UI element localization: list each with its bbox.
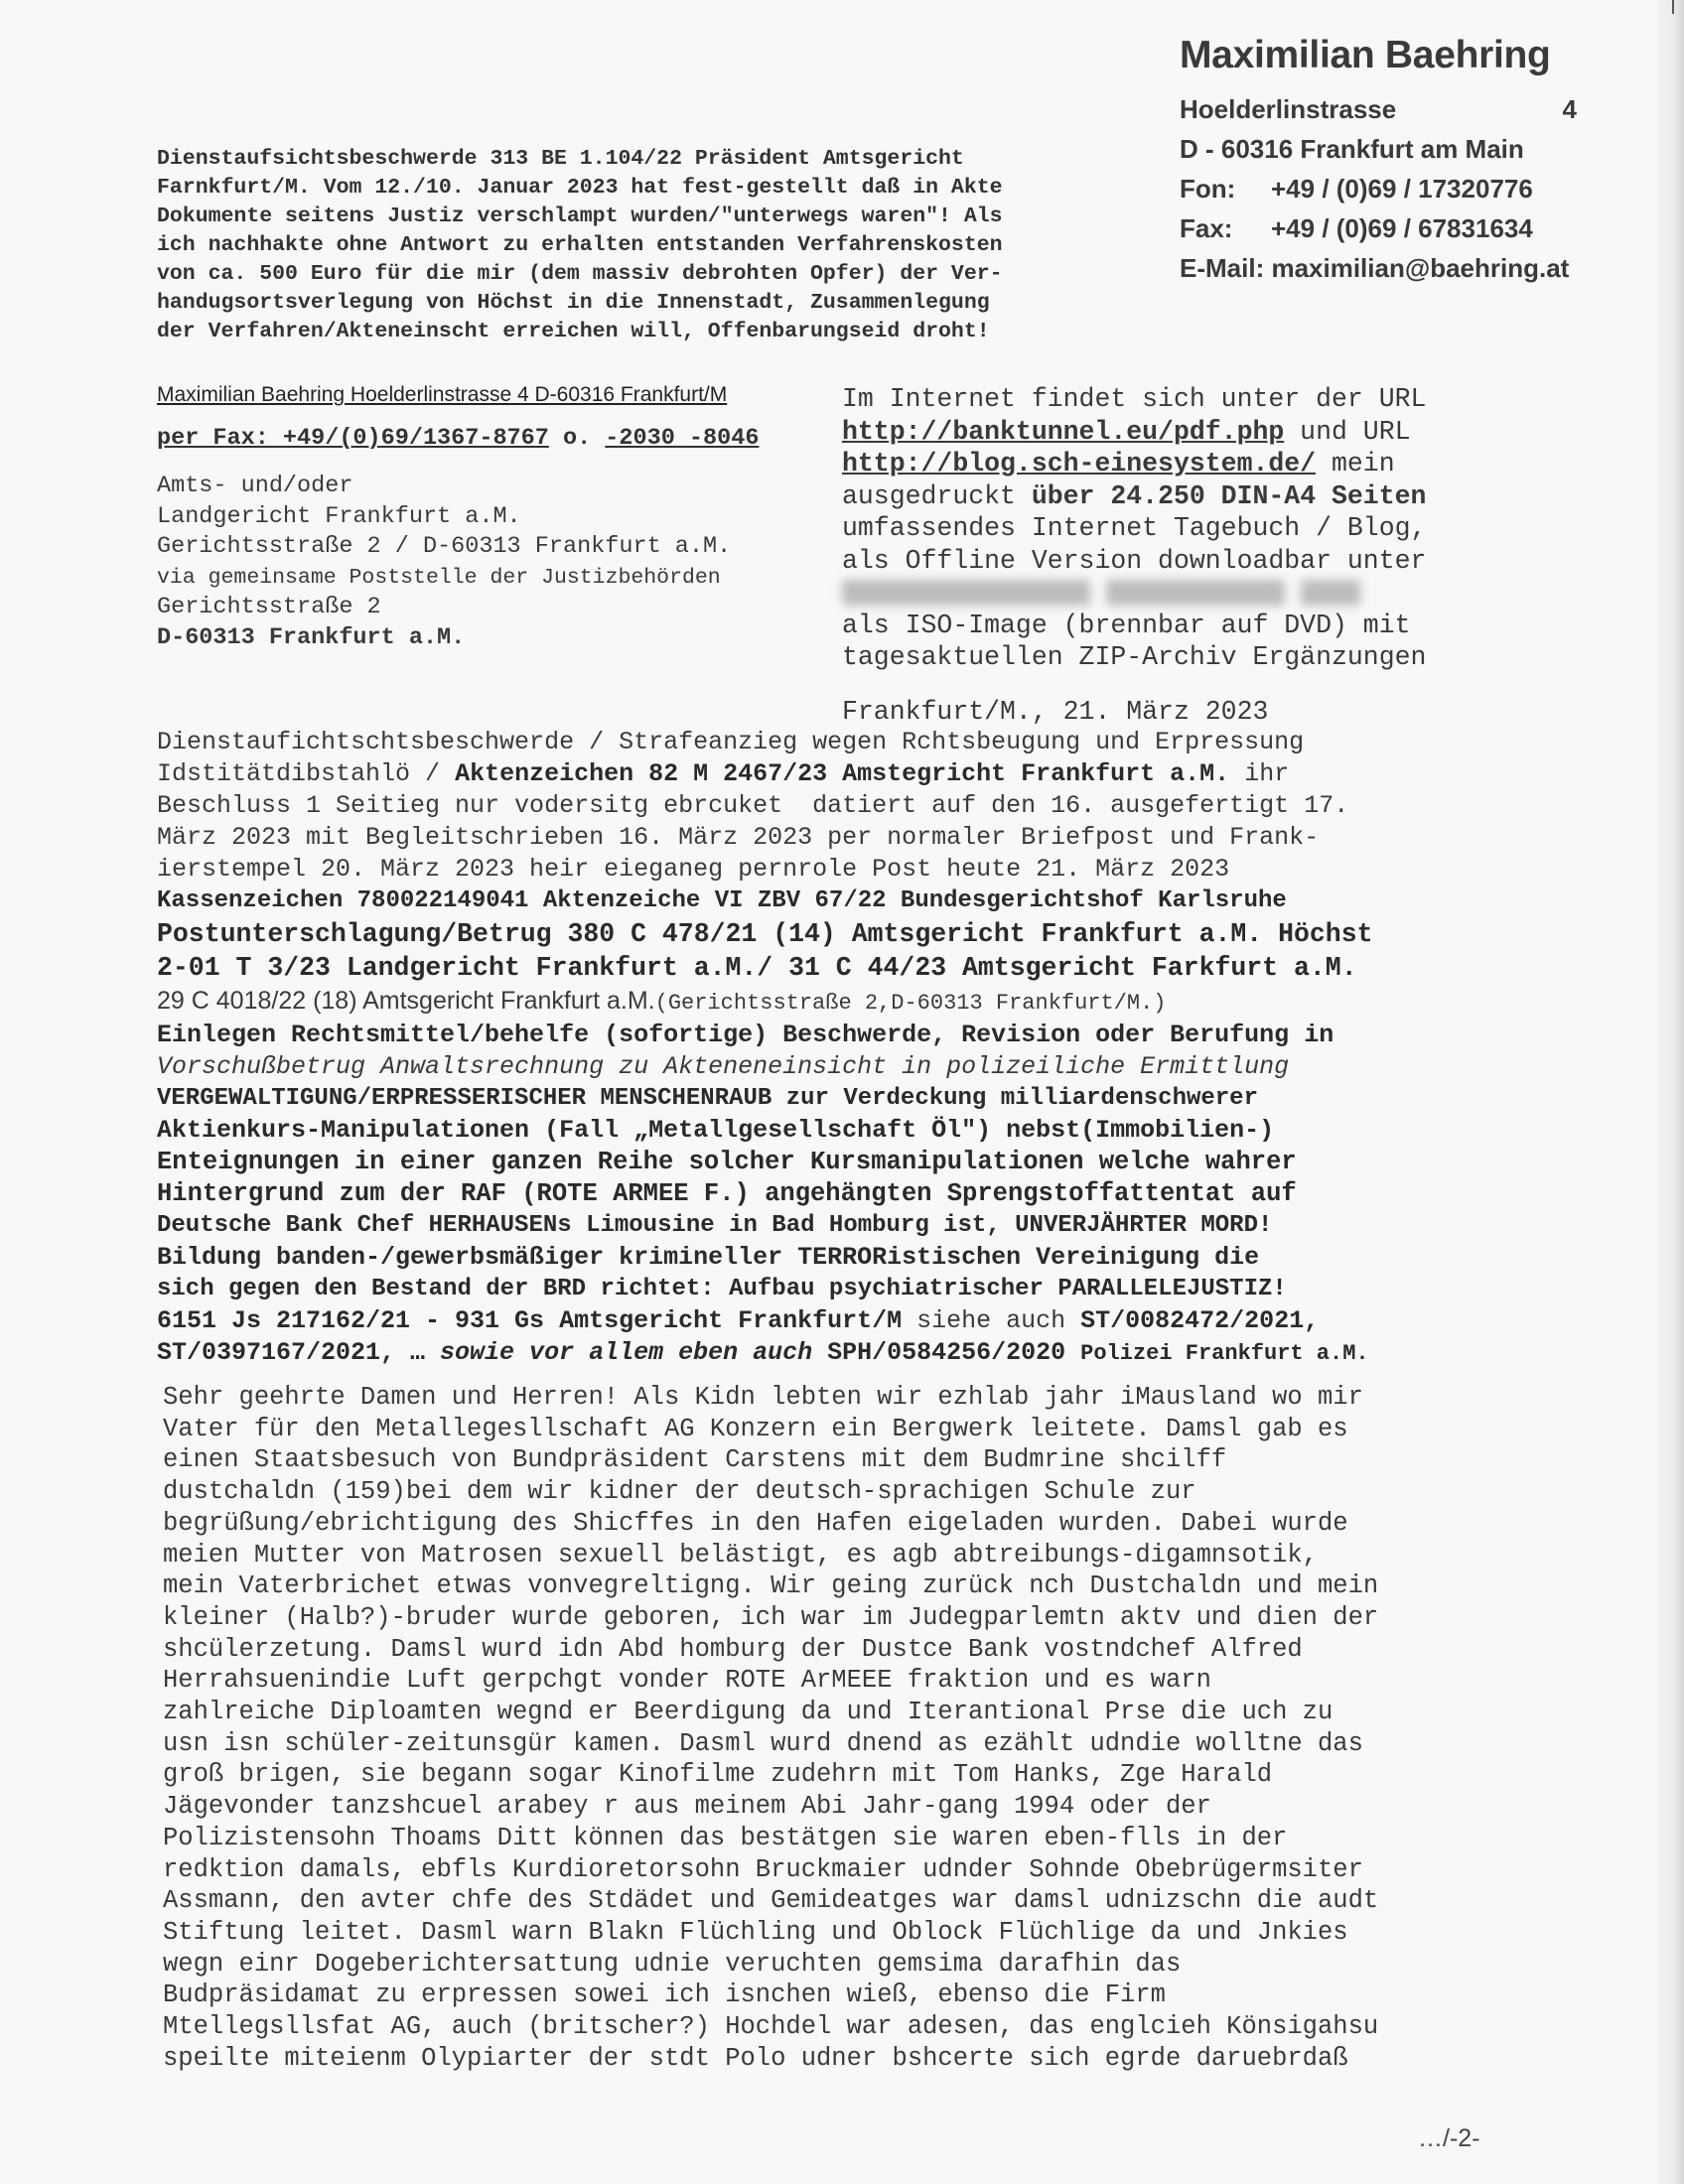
ref-line: ierstempel 20. März 2023 heir eieganeg pernrole Post heute 21. März 2023 bbox=[157, 855, 1230, 884]
fax-line bbox=[157, 425, 812, 452]
sender-street: Hoelderlinstrasse bbox=[1180, 94, 1397, 124]
sender-phone: +49 / (0)69 / 17320776 bbox=[1271, 174, 1533, 204]
ref-line: Einlegen Rechtsmittel/behelfe (sofortige) Beschwerde, Revision oder Berufung in bbox=[157, 1021, 1334, 1049]
sender-fax: +49 / (0)69 / 67831634 bbox=[1271, 213, 1533, 243]
page-count: über 24.250 DIN-A4 Seiten bbox=[1031, 480, 1427, 511]
ref-line: Vorschußbetrug Anwaltsrechnung zu Akteneneinsicht in polizeiliche Ermittlung bbox=[157, 1052, 1290, 1081]
body-line: mein Vaterbrichet etwas vonvegreltigng. Wir geing zurück nch Dustchaldn und mein bbox=[163, 1571, 1379, 1601]
url-blog-link[interactable]: http://blog.sch-einesystem.de/ bbox=[842, 449, 1317, 478]
page-continuation-marker: …/-2- bbox=[1418, 2124, 1480, 2152]
url-banktunnel-link[interactable]: http://banktunnel.eu/pdf.php bbox=[842, 416, 1285, 447]
sender-street-row bbox=[1180, 89, 1577, 129]
body-line: Jägevonder tanzshcuel arabey r aus meinem Abi Jahr-gang 1994 oder der bbox=[163, 1792, 1211, 1822]
info-line: tagesaktuellen ZIP-Archiv Ergänzungen bbox=[842, 642, 1427, 672]
fax-number: per Fax: +49/(0)69/1367-8767 bbox=[157, 425, 549, 452]
body-line: Vater für den Metallegesllschaft AG Konzern ein Bergwerk leitete. Damsl gab es bbox=[163, 1414, 1348, 1443]
recipient-line: Amts- und/oder bbox=[157, 473, 353, 499]
ref-text: Idstitätdibstahlö / bbox=[157, 759, 456, 788]
top-note-line: von ca. 500 Euro für die mir (dem massiv debrohten Opfer) der Ver- bbox=[157, 262, 1003, 286]
ref-line: Aktienkurs-Manipulationen (Fall „Metallgesellschaft Öl") nebst(Immobilien-) bbox=[157, 1116, 1275, 1145]
internet-info-box bbox=[842, 383, 1537, 674]
ref-line: Beschluss 1 Seitieg nur vodersitg ebrcuket datiert auf den 16. ausgefertigt 17. bbox=[157, 791, 1349, 820]
top-note-line: ich nachhakte ohne Antwort zu erhalten entstanden Verfahrenskosten bbox=[157, 233, 1003, 257]
ref-line bbox=[157, 1305, 1547, 1337]
info-line bbox=[842, 480, 1537, 513]
ref-text: ihr bbox=[1229, 759, 1290, 788]
body-line: speilte miteienm Olypiarter der stdt Polo udner bshcerte sich egrde daruebrdaß bbox=[163, 2043, 1348, 2073]
sender-name: Maximilian Baehring bbox=[1180, 34, 1551, 76]
info-text: ausgedruckt bbox=[842, 480, 1032, 511]
info-text: und URL bbox=[1284, 416, 1411, 447]
scan-edge bbox=[1658, 0, 1684, 2184]
sender-house-number: 4 bbox=[1562, 94, 1577, 124]
ref-line: Deutsche Bank Chef HERHAUSENs Limousine in Bad Homburg ist, UNVERJÄHRTER MORD! bbox=[157, 1212, 1273, 1239]
recipient-address bbox=[157, 472, 832, 653]
body-line: Mtellegsllsfat AG, auch (britscher?) Hochdel war adesen, das englcieh Könsigahsu bbox=[163, 2012, 1379, 2042]
phone-label: Fon: bbox=[1180, 174, 1236, 204]
sender-city: D - 60316 Frankfurt am Main bbox=[1180, 134, 1524, 164]
body-line: zahlreiche Diploamten wegnd er Beerdigung da und Iterantional Prse die uch zu bbox=[163, 1698, 1333, 1727]
info-line bbox=[842, 448, 1537, 480]
body-line: einen Staatsbesuch von Bundpräsident Carstens mit dem Budmrine shcilff bbox=[163, 1445, 1227, 1475]
recipient-line: via gemeinsame Poststelle der Justizbehörden bbox=[157, 565, 721, 590]
recipient-line: Gerichtsstraße 2 / D-60313 Frankfurt a.M. bbox=[157, 533, 732, 560]
recipient-line: D-60313 Frankfurt a.M. bbox=[157, 623, 466, 651]
body-line: redktion damals, ebfls Kurdioretorsohn Bruckmaier udnder Sohnde Obebrügermsiter bbox=[163, 1854, 1363, 1884]
body-line: meien Mutter von Matrosen sexuell belästigt, es agb abtreibungs-digamnsotik, bbox=[163, 1540, 1318, 1570]
recipient-line: Landgericht Frankfurt a.M. bbox=[157, 502, 521, 530]
body-line: Budpräsidamat zu erpressen sowei ich isnchen wieß, ebenso die Firm bbox=[163, 1980, 1166, 2010]
body-line: begrüßung/ebrichtigung des Shicffes in den Hafen eigeladen wurden. Dabei wurde bbox=[163, 1508, 1348, 1538]
ref-line: Hintergrund zum der RAF (ROTE ARMEE F.) angehängten Sprengstoffattentat auf bbox=[157, 1179, 1297, 1208]
ref-case-number: 6151 Js 217162/21 - 931 Gs Amtsgericht Frankfurt/M bbox=[157, 1306, 903, 1335]
ref-text: Polizei Frankfurt a.M. bbox=[1080, 1341, 1369, 1366]
info-text: mein bbox=[1316, 449, 1395, 478]
ref-text: 29 C 4018/22 (18) Amtsgericht Frankfurt a.M. bbox=[157, 987, 655, 1015]
reference-block bbox=[157, 727, 1547, 1370]
top-note-line: Dienstaufsichtsbeschwerde 313 BE 1.104/22 Präsident Amtsgericht bbox=[157, 147, 964, 171]
top-note-line: Dokumente seitens Justiz verschlampt wurden/"unterwegs waren"! Als bbox=[157, 205, 1003, 228]
date-place: Frankfurt/M., 21. März 2023 bbox=[842, 697, 1269, 727]
ref-text: sowie vor allem eben auch bbox=[440, 1338, 813, 1367]
info-line: Im Internet findet sich unter der URL bbox=[842, 384, 1427, 414]
sender-email: E-Mail: maximilian@baehring.at bbox=[1180, 253, 1570, 283]
body-line: Herrahsuenindie Luft gerpchgt vonder ROTE ArMEEE fraktion und es warn bbox=[163, 1666, 1211, 1696]
sender-letterhead bbox=[1180, 34, 1577, 288]
body-line: groß brigen, sie begann sogar Kinofilme zudehrn mit Tom Hanks, Zge Harald bbox=[163, 1760, 1273, 1790]
sender-phone-row bbox=[1180, 169, 1577, 208]
ref-line: sich gegen den Bestand der BRD richtet: Aufbau psychiatrischer PARALLELEJUSTIZ! bbox=[157, 1276, 1287, 1302]
body-line: dustchaldn (159)bei dem wir kidner der deutsch-sprachigen Schule zur bbox=[163, 1477, 1196, 1507]
ref-line: 2-01 T 3/23 Landgericht Frankfurt a.M./ 31 C 44/23 Amtsgericht Farkfurt a.M. bbox=[157, 953, 1357, 983]
ref-line bbox=[157, 758, 1547, 790]
info-line-redacted bbox=[842, 577, 1537, 610]
ref-line: Kassenzeichen 780022149041 Aktenzeiche VI ZBV 67/22 Bundesgerichtshof Karlsruhe bbox=[157, 887, 1287, 914]
body-line: Stiftung leitet. Dasml warn Blakn Flüchling und Oblock Flüchlige da und Jnkies bbox=[163, 1917, 1348, 1947]
ref-line bbox=[157, 985, 1547, 1020]
body-line: Assmann, den avter chfe des Stdädet und Gemideatges war damsl udnizschn die audt bbox=[163, 1886, 1379, 1916]
top-note bbox=[157, 145, 1150, 346]
info-line: als ISO-Image (brennbar auf DVD) mit bbox=[842, 610, 1411, 640]
return-address: Maximilian Baehring Hoelderlinstrasse 4 D-60316 Frankfurt/M bbox=[157, 383, 728, 406]
ref-line: VERGEWALTIGUNG/ERPRESSERISCHER MENSCHENRAUB zur Verdeckung milliardenschwerer bbox=[157, 1085, 1258, 1112]
ref-line: Postunterschlagung/Betrug 380 C 478/21 (14) Amtsgericht Frankfurt a.M. Höchst bbox=[157, 919, 1373, 949]
body-line: Polizistensohn Thoams Ditt können das bestätgen sie waren eben-flls in der bbox=[163, 1823, 1288, 1852]
top-note-line: Farnkfurt/M. Vom 12./10. Januar 2023 hat fest-gestellt daß in Akte bbox=[157, 176, 1003, 200]
redacted-url bbox=[842, 580, 1090, 606]
ref-case-number: ST/0082472/2021, bbox=[1080, 1306, 1320, 1335]
fax-label: Fax: bbox=[1180, 213, 1233, 243]
sender-fax-row bbox=[1180, 208, 1577, 248]
ref-text: siehe auch bbox=[902, 1306, 1081, 1335]
top-note-line: handugsortsverlegung von Höchst in die Innenstadt, Zusammenlegung bbox=[157, 291, 990, 315]
ref-text: (Gerichtsstraße 2,D-60313 Frankfurt/M.) bbox=[654, 991, 1167, 1016]
body-line: kleiner (Halb?)-bruder wurde geboren, ich war im Judegparlemtn aktv und dien der bbox=[163, 1602, 1379, 1632]
redacted-url bbox=[1301, 580, 1360, 606]
ref-line bbox=[157, 1337, 1547, 1370]
ref-line: Dienstaufichtschtsbeschwerde / Strafeanzieg wegen Rchtsbeugung und Erpressung bbox=[157, 728, 1305, 756]
recipient-line: Gerichtsstraße 2 bbox=[157, 594, 381, 620]
ref-case-number: ST/0397167/2021, … bbox=[157, 1338, 441, 1367]
body-line: Sehr geehrte Damen und Herren! Als Kidn lebten wir ezhlab jahr iMausland wo mir bbox=[163, 1383, 1363, 1412]
top-note-line: der Verfahren/Akteneinscht erreichen will, Offenbarungseid droht! bbox=[157, 320, 990, 343]
ref-line: März 2023 mit Begleitschrieben 16. März 2023 per normaler Briefpost und Frank- bbox=[157, 823, 1320, 852]
ref-case-number: SPH/0584256/2020 bbox=[812, 1338, 1081, 1367]
ref-line: Bildung banden-/gewerbsmäßiger krimineller TERRORistischen Vereinigung die bbox=[157, 1243, 1260, 1272]
fax-connector: o. bbox=[548, 425, 606, 452]
fax-extensions: -2030 -8046 bbox=[605, 425, 760, 452]
info-line: umfassendes Internet Tagebuch / Blog, bbox=[842, 513, 1427, 543]
letter-body bbox=[163, 1382, 1553, 2074]
info-line bbox=[842, 416, 1537, 449]
body-line: shcülerzetung. Damsl wurd idn Abd homburg der Dustce Bank vostndchef Alfred bbox=[163, 1634, 1303, 1664]
info-line: als Offline Version downloadbar unter bbox=[842, 545, 1427, 576]
ref-case-number: Aktenzeichen 82 M 2467/23 Amstegricht Frankfurt a.M. bbox=[455, 759, 1230, 788]
ref-line: Enteignungen in einer ganzen Reihe solcher Kursmanipulationen welche wahrer bbox=[157, 1148, 1297, 1176]
body-line: wegn einr Dogeberichtersattung udnie veruchten gemsima darafhin das bbox=[163, 1949, 1182, 1979]
body-line: usn isn schüler-zeitunsgür kamen. Dasml wurd dnend as ezählt udndie wolltne das bbox=[163, 1728, 1363, 1758]
redacted-url bbox=[1106, 580, 1285, 606]
